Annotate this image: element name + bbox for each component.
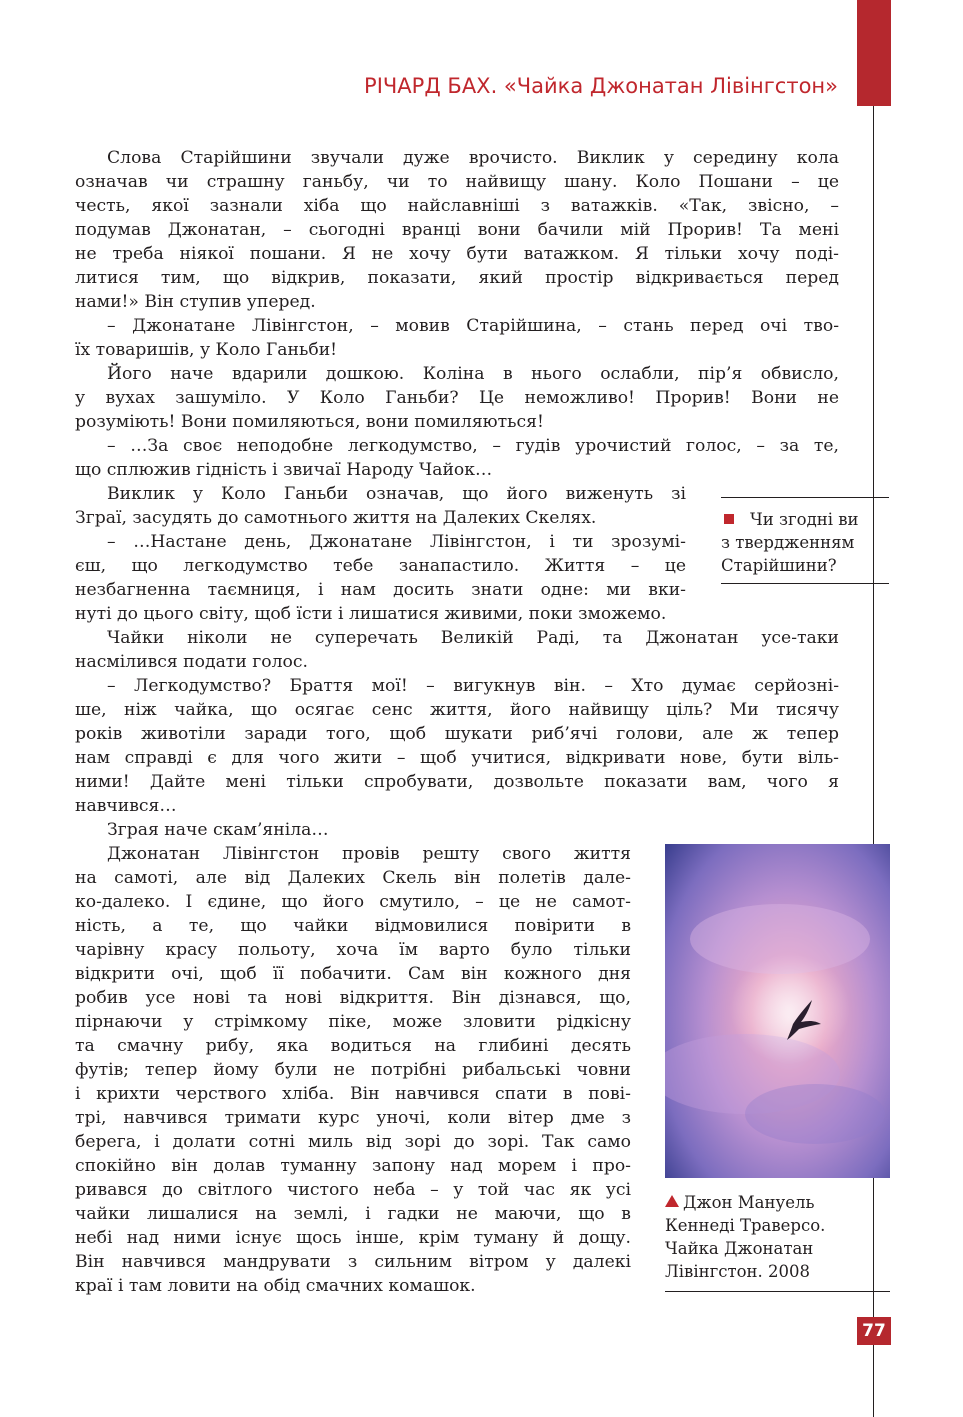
caption-line: Чайка Джонатан: [665, 1239, 814, 1258]
text-line: років животіли заради того, щоб шукати риб’ячі голови, але ж тепер: [75, 724, 839, 744]
painting-seagull-image: [665, 844, 890, 1178]
text-line: нуті до цього світу, щоб їсти і лишатися живими, поки зможемо.: [75, 604, 667, 624]
caption-line: Кеннеді Траверсо.: [665, 1216, 826, 1235]
text-line: навчився…: [75, 796, 177, 816]
text-line: краї і там ловити на обід смачних комашок.: [75, 1276, 476, 1296]
text-line: єш, що легкодумство тебе занапастило. Життя – це: [75, 556, 686, 576]
text-line: чарівну красу польоту, хоча їм варто було тільки: [75, 940, 631, 960]
text-line: спокійно він долав туманну запону над морем і про-: [75, 1156, 631, 1176]
text-line: – Легкодумство? Браття мої! – вигукнув він. – Хто думає серйозні-: [107, 676, 839, 696]
text-line: Його наче вдарили дошкою. Коліна в нього ослабли, пір’я обвисло,: [107, 364, 839, 384]
header-tab: [857, 0, 891, 106]
text-line: честь, якої зазнали хіба що найславніші з ватажків. «Так, звісно, –: [75, 196, 839, 216]
question-line: з твердженням: [721, 533, 855, 552]
text-block-3: [75, 602, 839, 842]
text-line: ше, ніж чайка, що осягає сенс життя, його найвищу ціль? Ми тисячу: [75, 700, 839, 720]
text-block-1: [75, 146, 839, 482]
text-line: означав чи страшну ганьбу, чи то найвищу шану. Коло Пошани – це: [75, 172, 839, 192]
caption-line: Лівінгстон. 2008: [665, 1262, 811, 1281]
text-line: насмілився подати голос.: [75, 652, 308, 672]
text-line: ривався до світлого чистого неба – у той час як усі: [75, 1180, 631, 1200]
text-line: нами!» Він ступив уперед.: [75, 292, 316, 312]
text-line: ність, а те, що чайки відмовилися повірити в: [75, 916, 631, 936]
painting-svg: [665, 844, 890, 1178]
text-line: ко-далеко. І єдине, що його смутило, – це не самот-: [75, 892, 631, 912]
text-line: небі над ними існує щось інше, крім туману й дощу.: [75, 1228, 631, 1248]
triangle-marker-icon: [665, 1195, 679, 1207]
text-line: Джонатан Лівінгстон провів решту свого життя: [107, 844, 631, 864]
text-line: Виклик у Коло Ганьби означав, що його виженуть зі: [107, 484, 686, 504]
text-line: що сплюжив гідність і звичаї Народу Чайок…: [75, 460, 493, 480]
text-line: – Джонатане Лівінгстон, – мовив Старійшина, – стань перед очі тво-: [107, 316, 839, 336]
question-box: [721, 497, 889, 584]
text-line: Зграї, засудять до самотнього життя на Далеких Скелях.: [75, 508, 597, 528]
text-line: Слова Старійшини звучали дуже врочисто. Виклик у середину кола: [107, 148, 839, 168]
text-line: пірнаючи у стрімкому піке, може зловити рідкісну: [75, 1012, 631, 1032]
image-caption: [665, 1191, 890, 1292]
text-line: – …За своє неподобне легкодумство, – гудів урочистий голос, – за те,: [107, 436, 839, 456]
text-line: не треба ніякої пошани. Я не хочу бути ватажком. Я тільки хочу поді-: [75, 244, 839, 264]
text-line: та смачну рибу, яка водиться на глибині десять: [75, 1036, 631, 1056]
text-line: ними! Дайте мені тільки спробувати, дозвольте показати вам, чого я: [75, 772, 839, 792]
text-line: трі, навчився тримати курс уночі, коли вітер дме з: [75, 1108, 631, 1128]
page-header-title: РІЧАРД БАХ. «Чайка Джонатан Лівінгстон»: [364, 74, 838, 98]
text-line: чайки лишалися на землі, і гадки не маючи, що в: [75, 1204, 631, 1224]
square-bullet-icon: [724, 514, 734, 524]
question-line: Старійшини?: [721, 556, 837, 575]
text-line: Чайки ніколи не суперечать Великій Раді, та Джонатан усе-таки: [107, 628, 839, 648]
question-line: Чи згодні ви: [750, 510, 859, 529]
text-line: литися тим, що відкрив, показати, який простір відкривається перед: [75, 268, 839, 288]
text-line: робив усе нові та нові відкриття. Він дізнався, що,: [75, 988, 631, 1008]
text-line: Зграя наче скам’яніла…: [107, 820, 329, 840]
text-line: – …Настане день, Джонатане Лівінгстон, і ти зрозумі-: [107, 532, 686, 552]
text-block-4: [75, 842, 631, 1298]
text-line: незбагненна таємниця, і нам досить знати одне: ми вки-: [75, 580, 686, 600]
text-block-2: [75, 482, 686, 602]
text-line: їх товаришів, у Коло Ганьби!: [75, 340, 338, 360]
text-line: у вухах зашуміло. У Коло Ганьби? Це неможливо! Прорив! Вони не: [75, 388, 839, 408]
text-line: берега, і долати сотні миль від зорі до зорі. Так само: [75, 1132, 631, 1152]
text-line: на самоті, але від Далеких Скель він полетів дале-: [75, 868, 631, 888]
text-line: відкрити очі, щоб її побачити. Сам він кожного дня: [75, 964, 631, 984]
page-number: 77: [857, 1317, 891, 1345]
text-line: Він навчився мандрувати з сильним вітром у далекі: [75, 1252, 631, 1272]
text-line: футів; тепер йому були не потрібні рибальські човни: [75, 1060, 631, 1080]
text-line: розуміють! Вони помиляються, вони помиляються!: [75, 412, 544, 432]
text-line: нам справді є для чого жити – щоб учитися, відкривати нове, бути віль-: [75, 748, 839, 768]
caption-line: Джон Мануель: [683, 1193, 815, 1212]
text-line: і крихти черствого хліба. Він навчився спати в пові-: [75, 1084, 631, 1104]
text-line: подумав Джонатан, – сьогодні вранці вони бачили мій Прорив! Та мені: [75, 220, 839, 240]
